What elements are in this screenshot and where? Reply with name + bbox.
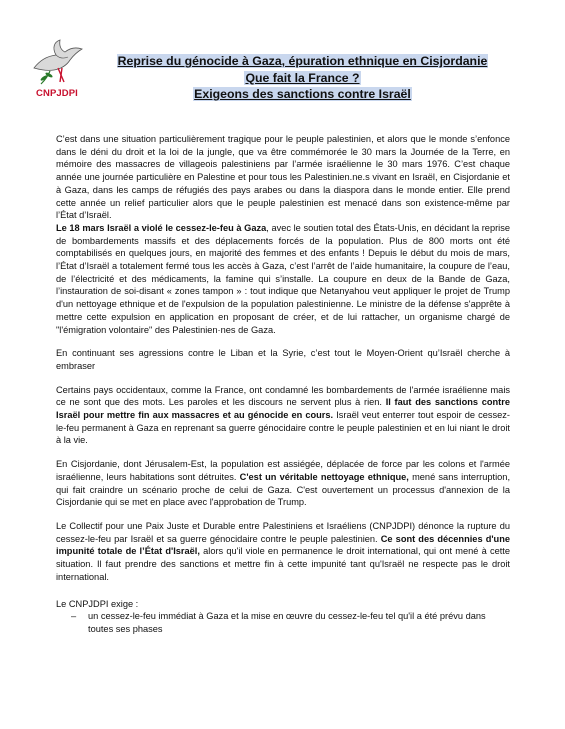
paragraph-west-bank: En Cisjordanie, dont Jérusalem-Est, la population est assiégée, déplacée de force par les colons et l'armée israélienne, leurs habitations sont détruites. C'est un véritable nettoyage ethnique, mené sans interruption, qui fait craindre un scénario proche de celui de Gaza. C'est ouvertement un processus d'annexion de la Cisjordanie qui se met en place avec l'approbation de Trump. [56,459,511,508]
paragraph-collective: Le Collectif pour une Paix Juste et Durable entre Palestiniens et Israéliens (CNPJDPI) dénonce la rupture du cessez-le-feu par Israël et sa guerre génocidaire contre le peuple palestinien. Ce sont des décennies d'une impunité totale de l’État d'Israël, alors qu'il viole en permanence le droit international, qui ont mené à cette situation. Il faut prendre des sanctions et mettre fin à cette impunité tant qu'Israël ne respecte pas le droit international. [56,520,510,582]
ethnic-cleansing-bold: C'est un véritable nettoyage ethnique, [239,471,409,482]
logo-label: CNPJDPI [36,88,78,99]
title-line-2: Que fait la France ? [245,70,360,85]
impunity-bold: Ce sont des décennies d'une impunité totale de l’État d'Israël, [56,533,510,557]
title-line-3: Exigeons des sanctions contre Israël [194,87,411,101]
title-line-1: Reprise du génocide à Gaza, épuration ethnique en Cisjordanie [117,54,488,68]
demands-intro: Le CNPJDPI exige : [56,598,139,609]
paragraph-land-day: C’est dans une situation particulièrement tragique pour le peuple palestinien, et alors que le monde s’enfonce dans le déni du droit et la loi de la jungle, que va être commémorée le 30 mars la Journée de la Terre, en mémoire des massacres de villageois palestiniens par l’armée israélienne le 30 mars 1976. C’est chaque année une journée particulière en Palestine et pour tous les Palestinien.ne.s vivant en Israël, en Cisjordanie et à Gaza, dans les camps de réfugiés des pays arabes ou dans la diaspora dans le monde entier. Elle prend cette année un relief particulier alors que le peuple palestinien est menacé dans son existence-même par l’État d’Israël. [56,134,510,221]
ceasefire-violation-bold: Le 18 mars Israël a violé le cessez-le-feu à Gaza [56,222,267,233]
sanctions-bold: Il faut des sanctions contre Israël pour mettre fin aux massacres et au génocide en cours. [56,397,510,421]
dove-and-leaf-icon [28,38,86,86]
list-item: – un cessez-le-feu immédiat à Gaza et la mise en œuvre du cessez-le-feu tel qu'il a été prévu dans toutes ses phases [71,611,486,634]
cnpjdpi-logo [28,38,86,104]
document-body [56,133,510,636]
demands-list [56,610,510,635]
paragraph-middle-east: En continuant ses agressions contre le Liban et la Syrie, c’est tout le Moyen-Orient qu’Israël cherche à embraser [56,348,510,371]
paragraph-western-countries: Certains pays occidentaux, comme la France, ont condamné les bombardements de l'armée israélienne mais ce ne sont que des mots. Les paroles et les discours ne servent plus à rien. Il faut des sanctions contre Israël pour mettre fin aux massacres et au génocide en cours. Israël veut enterrer tout espoir de cessez-le-feu permanent à Gaza en reprenant sa guerre génocidaire contre le peuple palestinien et en lui niant le droit à la vie. [56,384,511,446]
document-title [100,53,505,103]
paragraph-ceasefire-violation: Le 18 mars Israël a violé le cessez-le-feu à Gaza, avec le soutien total des États-Unis, en décidant la reprise de bombardements massifs et des déplacements forcés de la population. Plus de 800 morts ont été comptabilisés en quelques jours, en majorité des femmes et des enfants ! Depuis le début du mois de mars, l’État d’Israël a totalement fermé tous les accès à Gaza, c’est l’arrêt de l’aide humanitaire, la coupure de l’eau, de l’électricité et des médicaments, la famine qui s’installe. La coupure en deux de la Bande de Gaza, l’instauration de soi-disant « zones tampon » : tout indique que Netanyahou veut appliquer le projet de Trump d'un nettoyage ethnique et de l'expulsion de la population palestinienne. Le ministre de la défense s'apprête à mettre cette expulsion en application en proposant de créer, et de lui rattacher, un organisme chargé de "l'émigration volontaire" des Palestinien·nes de Gaza. [56,222,510,335]
